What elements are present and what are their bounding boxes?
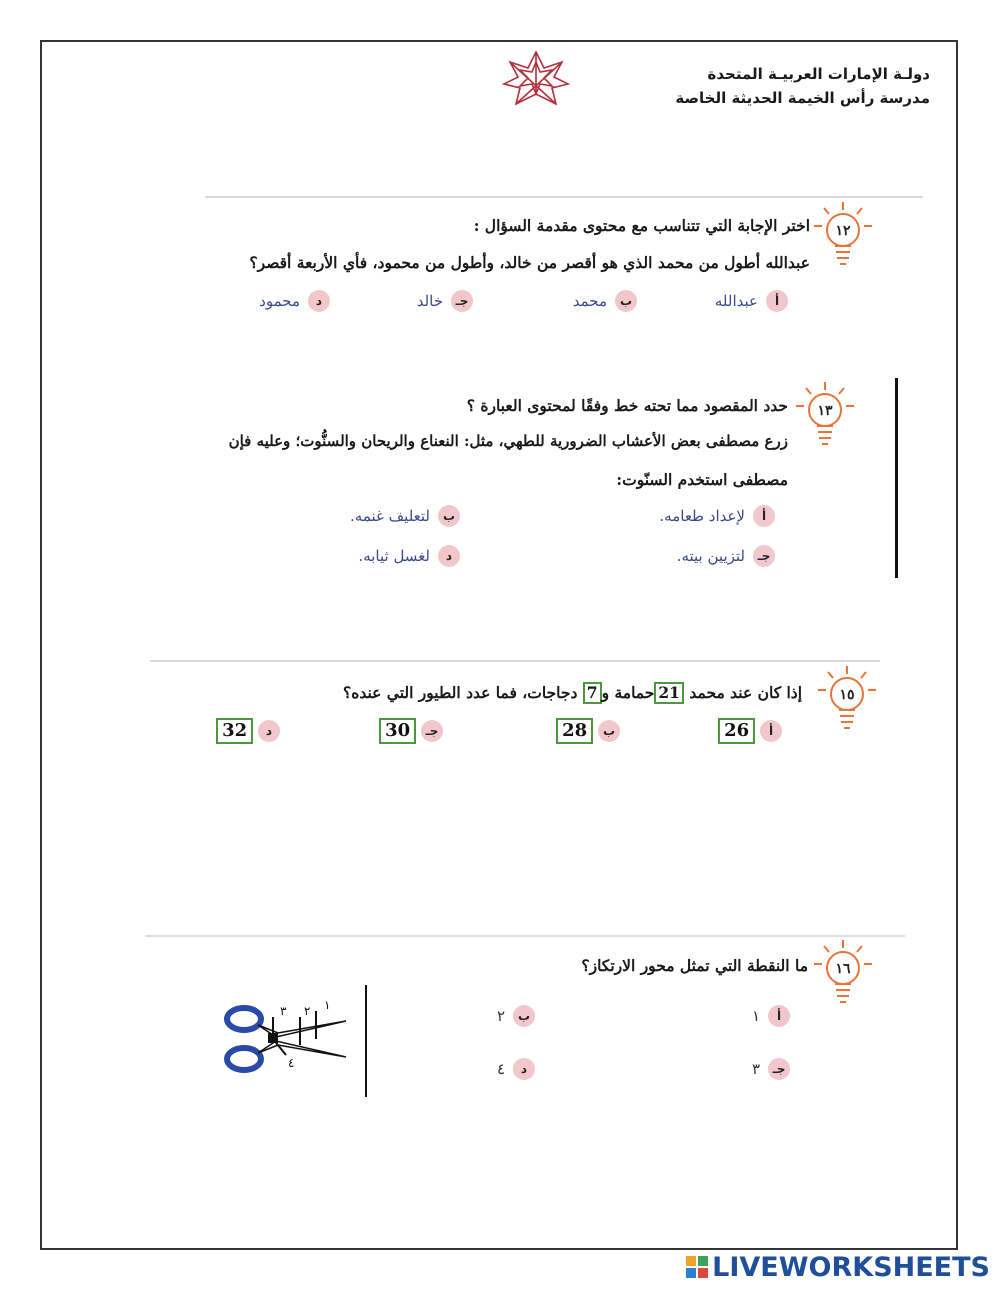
svg-text:١٦: ١٦ xyxy=(835,961,851,977)
q15-number-chickens: 7 xyxy=(583,682,602,704)
q13-instruction: حدد المقصود مما تحته خط وفقًا لمحتوى العبارة ؟ xyxy=(466,396,788,415)
lightbulb-icon xyxy=(816,664,878,738)
q13-option-d[interactable]: دلغسل ثيابه. xyxy=(358,545,460,567)
scissors-figure xyxy=(220,995,360,1085)
liveworksheets-brand[interactable] xyxy=(686,1252,990,1283)
lightbulb-icon xyxy=(812,938,874,1012)
q12-option-d[interactable]: دمحمود xyxy=(259,290,330,312)
q12-option-c[interactable]: جـخالد xyxy=(417,290,473,312)
q12-instruction: اختر الإجابة التي تتناسب مع محتوى مقدمة السؤال : xyxy=(473,216,810,235)
svg-text:١٥: ١٥ xyxy=(839,687,855,703)
q16-option-b[interactable]: ب٢ xyxy=(497,1005,535,1027)
q15-stem-part-a: إذا كان عند محمد xyxy=(689,683,802,702)
q12-option-b[interactable]: بمحمد xyxy=(573,290,637,312)
q15-number-doves: 21 xyxy=(654,682,684,704)
liveworksheets-logo-icon xyxy=(686,1256,708,1278)
lightbulb-icon xyxy=(812,200,874,274)
q15-option-b[interactable]: ب 28 xyxy=(556,718,620,744)
q16-option-d[interactable]: د٤ xyxy=(497,1058,535,1080)
q15-stem xyxy=(343,682,802,704)
q12-stem: عبدالله أطول من محمد الذي هو أقصر من خالد، وأطول من محمود، فأي الأربعة أقصر؟ xyxy=(249,253,810,272)
q15-option-d[interactable]: د 32 xyxy=(216,718,280,744)
school-name: مدرسة رأس الخيمة الحديثة الخاصة xyxy=(675,89,930,107)
question-15 xyxy=(150,660,880,762)
q16-option-a[interactable]: أ١ xyxy=(752,1005,790,1027)
q16-option-c[interactable]: جـ٣ xyxy=(752,1058,790,1080)
lightbulb-icon xyxy=(794,380,856,454)
svg-text:١٢: ١٢ xyxy=(835,223,851,239)
school-header xyxy=(675,62,930,110)
q16-stem: ما النقطة التي تمثل محور الارتكاز؟ xyxy=(581,956,808,975)
svg-text:٤: ٤ xyxy=(288,1056,295,1070)
q15-stem-part-b: حمامة و xyxy=(601,683,655,702)
country-name: دولـة الإمارات العربيـة المتحدة xyxy=(707,65,930,83)
school-logo-icon xyxy=(500,48,572,106)
q15-option-a[interactable]: أ 26 xyxy=(718,718,782,744)
scissors-icon xyxy=(227,1008,346,1070)
svg-text:١: ١ xyxy=(324,998,331,1012)
svg-text:١٣: ١٣ xyxy=(817,403,833,419)
brand-name: LIVEWORKSHEETS xyxy=(712,1252,990,1283)
svg-text:٣: ٣ xyxy=(280,1004,287,1018)
svg-text:٢: ٢ xyxy=(304,1004,311,1018)
q12-option-a[interactable]: أعبدالله xyxy=(715,290,788,312)
q13-option-a[interactable]: ألإعداد طعامه. xyxy=(659,505,775,527)
q13-stem-line2: مصطفى استخدم السنّوت: xyxy=(616,470,788,489)
figure-divider xyxy=(365,985,367,1097)
q13-option-b[interactable]: بلتعليف غنمه. xyxy=(350,505,460,527)
q13-option-c[interactable]: جـلتزيين بيته. xyxy=(677,545,775,567)
q13-stem-line1: زرع مصطفى بعض الأعشاب الضرورية للطهي، مثل: النعناع والريحان والسنُّوت؛ وعليه فإن xyxy=(228,432,788,450)
q15-stem-part-c: دجاجات، فما عدد الطيور التي عنده؟ xyxy=(342,683,578,702)
q15-option-c[interactable]: جـ 30 xyxy=(379,718,443,744)
